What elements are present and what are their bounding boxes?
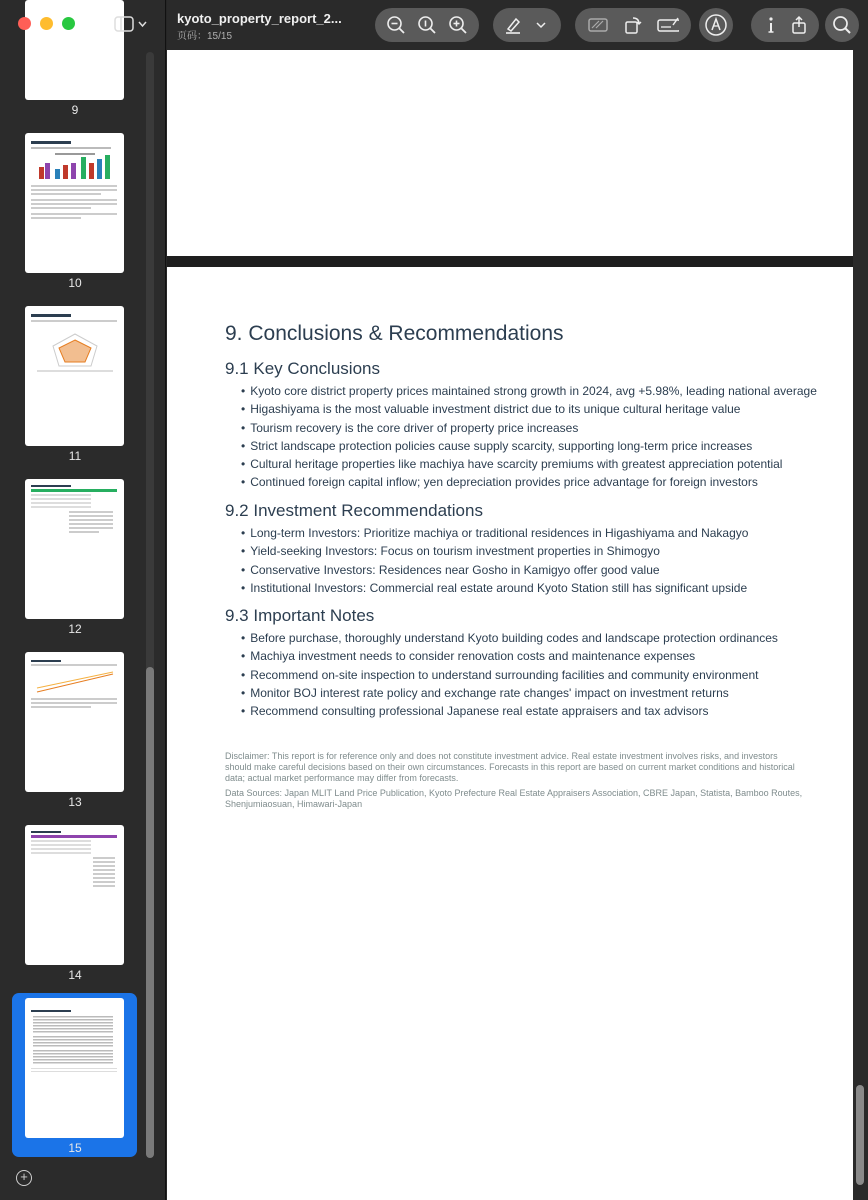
thumbnail-label: 15 bbox=[68, 1141, 82, 1155]
list-item: • Recommend consulting professional Japanese real estate appraisers and tax advisors bbox=[241, 702, 778, 720]
zoom-out-button[interactable] bbox=[385, 14, 407, 36]
section-heading: 9.1 Key Conclusions bbox=[225, 359, 380, 378]
chevron-down-icon bbox=[138, 20, 147, 28]
sidebar-icon bbox=[114, 16, 134, 32]
thumbnail-table-preview bbox=[25, 479, 124, 619]
page-indicator: 页码：15/15 bbox=[177, 31, 233, 42]
redact-icon bbox=[587, 16, 609, 34]
share-icon bbox=[789, 15, 809, 35]
document-viewer[interactable] bbox=[167, 50, 853, 1200]
thumbnail-forecast-table-preview bbox=[25, 825, 124, 965]
highlight-controls bbox=[493, 8, 561, 42]
window-controls bbox=[18, 17, 75, 30]
current-page bbox=[167, 267, 853, 1200]
investment-recommendations-list bbox=[241, 524, 748, 597]
highlight-button[interactable] bbox=[502, 14, 524, 36]
signature-icon bbox=[657, 16, 679, 34]
thumbnail-label: 9 bbox=[71, 103, 79, 117]
page-heading: 9. Conclusions & Recommendations bbox=[225, 322, 564, 345]
markup-button[interactable] bbox=[699, 8, 733, 42]
thumbnail-list[interactable] bbox=[0, 0, 145, 1170]
document-scroll-thumb[interactable] bbox=[856, 1085, 864, 1185]
zoom-controls bbox=[375, 8, 479, 42]
list-item: • Continued foreign capital inflow; yen depreciation provides price advantage for foreign investors bbox=[241, 473, 817, 491]
section-heading: 9.3 Important Notes bbox=[225, 606, 375, 625]
thumbnail-label: 14 bbox=[68, 968, 82, 982]
key-conclusions-list bbox=[241, 382, 817, 492]
thumbnail-image[interactable] bbox=[25, 652, 124, 792]
minimize-window-button[interactable] bbox=[40, 17, 53, 30]
list-item: • Long-term Investors: Prioritize machiya or traditional residences in Higashiyama and Nakagyo bbox=[241, 524, 748, 542]
list-item: • Conservative Investors: Residences near Gosho in Kamigyo offer good value bbox=[241, 561, 748, 579]
list-item: • Before purchase, thoroughly understand Kyoto building codes and landscape protection ordinances bbox=[241, 629, 778, 647]
thumbnail-image[interactable] bbox=[25, 825, 124, 965]
previous-page bbox=[167, 50, 853, 256]
info-icon bbox=[761, 15, 781, 35]
thumbnail-radar-chart-preview bbox=[25, 306, 124, 446]
toolbar bbox=[167, 0, 868, 50]
page-separator bbox=[167, 256, 853, 267]
thumbnail-image[interactable] bbox=[25, 998, 124, 1138]
thumbnail-image[interactable] bbox=[25, 133, 124, 273]
sidebar-scroll-thumb[interactable] bbox=[146, 667, 154, 1158]
sidebar-toggle-button[interactable] bbox=[114, 14, 150, 34]
document-title: kyoto_property_report_2... bbox=[177, 11, 342, 26]
actual-size-button[interactable] bbox=[416, 14, 438, 36]
disclaimer-text: Disclaimer: This report is for reference only and does not constitute investment advice. Real estate investment involves risks, and investors should make careful decisions based on their own circumstances. Forecasts in this report are based on current market conditions and historical data; actual market performance may differ from forecasts. bbox=[225, 751, 795, 783]
highlight-icon bbox=[503, 15, 523, 35]
highlight-menu-button[interactable] bbox=[530, 14, 552, 36]
thumbnail-sidebar bbox=[0, 0, 166, 1200]
zoom-out-icon bbox=[386, 15, 406, 35]
important-notes-list bbox=[241, 629, 778, 720]
thumbnail-image[interactable] bbox=[25, 479, 124, 619]
actual-size-icon bbox=[417, 15, 437, 35]
list-item: • Recommend on-site inspection to understand surrounding facilities and community environment bbox=[241, 666, 778, 684]
list-item: • Strict landscape protection policies cause supply scarcity, supporting long-term price increases bbox=[241, 437, 817, 455]
thumbnail-label: 11 bbox=[68, 449, 82, 463]
rotate-icon bbox=[623, 15, 643, 35]
chevron-down-icon bbox=[535, 20, 547, 30]
info-share-controls bbox=[751, 8, 819, 42]
section-heading: 9.2 Investment Recommendations bbox=[225, 501, 483, 520]
search-button[interactable] bbox=[825, 8, 859, 42]
info-button[interactable] bbox=[760, 14, 782, 36]
thumbnail-bar-chart-preview bbox=[25, 133, 124, 273]
edit-controls bbox=[575, 8, 691, 42]
list-item: • Monitor BOJ interest rate policy and exchange rate changes' impact on investment returns bbox=[241, 684, 778, 702]
signature-button[interactable] bbox=[657, 14, 679, 36]
thumbnail-image[interactable] bbox=[25, 0, 124, 100]
list-item: • Tourism recovery is the core driver of property price increases bbox=[241, 419, 817, 437]
list-item: • Kyoto core district property prices maintained strong growth in 2024, avg +5.98%, leading national average bbox=[241, 382, 817, 400]
zoom-in-button[interactable] bbox=[447, 14, 469, 36]
markup-icon bbox=[704, 13, 728, 37]
document-scrollbar[interactable] bbox=[853, 50, 868, 1200]
share-button[interactable] bbox=[788, 14, 810, 36]
fullscreen-window-button[interactable] bbox=[62, 17, 75, 30]
sidebar-scrollbar[interactable] bbox=[146, 52, 154, 1158]
close-window-button[interactable] bbox=[18, 17, 31, 30]
thumbnail-image[interactable] bbox=[25, 306, 124, 446]
thumbnail-line-chart-preview bbox=[25, 652, 124, 792]
search-icon bbox=[832, 15, 852, 35]
thumbnail-label: 13 bbox=[68, 795, 82, 809]
list-item: • Yield-seeking Investors: Focus on tourism investment properties in Shimogyo bbox=[241, 542, 748, 560]
thumbnail-label: 10 bbox=[68, 276, 82, 290]
add-page-button[interactable]: + bbox=[16, 1170, 32, 1186]
list-item: • Higashiyama is the most valuable investment district due to its unique cultural heritage value bbox=[241, 400, 817, 418]
list-item: • Institutional Investors: Commercial real estate around Kyoto Station still has significant upside bbox=[241, 579, 748, 597]
zoom-in-icon bbox=[448, 15, 468, 35]
data-sources-text: Data Sources: Japan MLIT Land Price Publication, Kyoto Prefecture Real Estate Appraisers Association, CBRE Japan, Statista, Bamboo Routes, Shenjumiaosuan, Himawari-Japan bbox=[225, 788, 803, 809]
rotate-button[interactable] bbox=[622, 14, 644, 36]
thumbnail-label: 12 bbox=[68, 622, 82, 636]
redact-button[interactable] bbox=[587, 14, 609, 36]
list-item: • Cultural heritage properties like machiya have scarcity premiums with greatest appreciation potential bbox=[241, 455, 817, 473]
list-item: • Machiya investment needs to consider renovation costs and maintenance expenses bbox=[241, 647, 778, 665]
thumbnail-text-preview bbox=[25, 998, 124, 1138]
